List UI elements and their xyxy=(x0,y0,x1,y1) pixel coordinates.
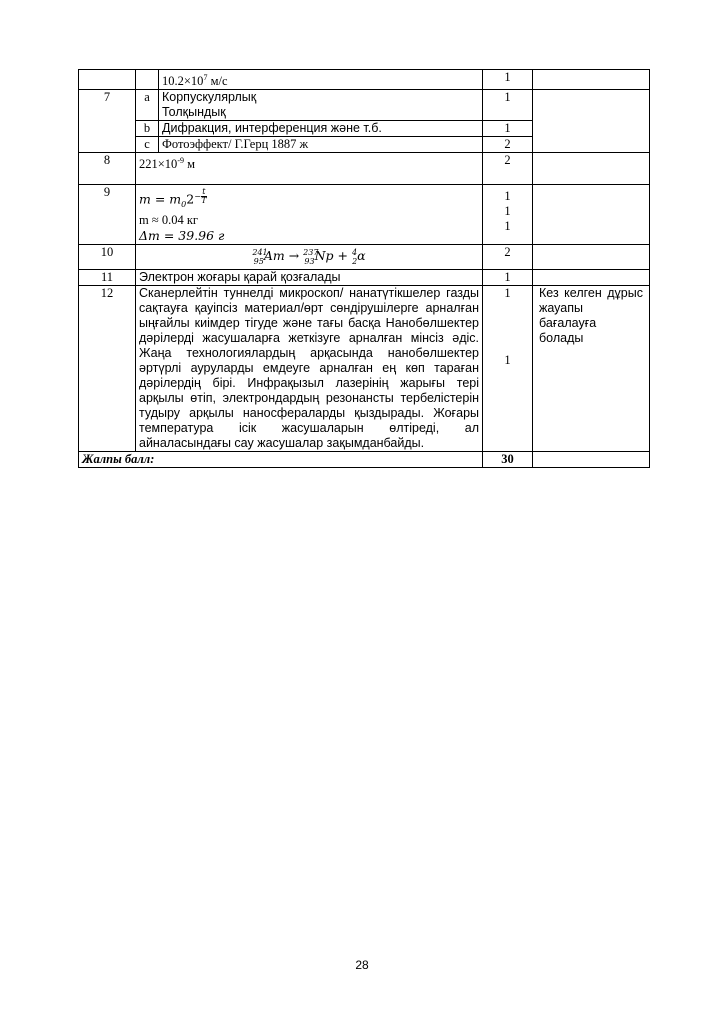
sub-letter: a xyxy=(136,90,159,121)
table-row xyxy=(79,185,650,245)
question-number: 9 xyxy=(79,185,136,245)
decay-formula: $m = m_02^{- \frac{t}{T}}$ xyxy=(139,187,207,210)
score-cell: 1 1 xyxy=(483,285,533,451)
table-row xyxy=(79,153,650,185)
score-cell: 1 xyxy=(483,269,533,285)
score-cell: 1 xyxy=(483,70,533,90)
answer-cell: Дифракция, интерференция және т.б. xyxy=(159,121,483,137)
mass-result: m ≈ 0.04 кг xyxy=(139,213,199,228)
answer-cell: $10.2\times 10^7$ м/с xyxy=(159,70,483,90)
total-row xyxy=(79,451,650,467)
table-row xyxy=(79,285,650,451)
answer-cell: Фотоэффект/ Г.Герц 1887 ж xyxy=(159,137,483,153)
score-cell: 2 xyxy=(483,153,533,185)
score-cell: 1 1 1 xyxy=(483,185,533,245)
total-label: Жалпы балл: xyxy=(79,451,483,467)
score-cell: 2 xyxy=(483,137,533,153)
note-cell: Кез келген дұрыс жауапы бағалауға болады xyxy=(533,285,650,451)
answer-cell: Корпускулярлық Толқындық xyxy=(159,90,483,121)
question-number: 10 xyxy=(79,245,136,270)
question-number: 12 xyxy=(79,285,136,451)
score-cell: 1 xyxy=(483,90,533,121)
answer-cell: Электрон жоғары қарай қозғалады xyxy=(136,269,483,285)
sub-letter: c xyxy=(136,137,159,153)
table-row xyxy=(79,90,650,121)
total-score: 30 xyxy=(483,451,533,467)
question-number: 8 xyxy=(79,153,136,185)
marking-scheme-table xyxy=(78,69,650,468)
mass-difference: Δm = 39.96 г xyxy=(139,228,225,244)
table-row xyxy=(79,269,650,285)
table-row xyxy=(79,70,650,90)
page-number: 28 xyxy=(355,958,369,972)
nuclear-equation: $^{241}_{95}$Am → $^{237}_{93}$Np + $^4_2$α xyxy=(136,245,483,270)
question-number: 7 xyxy=(79,90,136,153)
sub-letter: b xyxy=(136,121,159,137)
answer-cell: Сканерлейтін туннелді микроскоп/ нанатүтікшелер газды сақтауға қауіпсіз материал/өрт сөндірушілерге арналған ыңғайлы киімдер тігуде және тағы басқа Нанобөлшектер дәрілерді жасушаларға жеткізуге арналған мінсіз әдіс. Жаңа технологиялардың арқасында нанобөлшектер әртүрлі ауруларды емдеуге арналған ең көп тараған дәрілердің бірі. Инфрақызыл лазерінің жарығы тері арқылы өтіп, электрондардың резонансты тербелістерін тудыру арқылы наносфераларды қыздырады. Жоғары температура ісік жасушаларын өлтіреді, ал айналасындағы сау жасушалар зақымданбайды. xyxy=(136,285,483,451)
score-cell: 1 xyxy=(483,121,533,137)
answer-cell xyxy=(136,185,483,245)
question-number: 11 xyxy=(79,269,136,285)
score-cell: 2 xyxy=(483,245,533,270)
table-row xyxy=(79,245,650,270)
answer-cell: $221\times 10^{-9}$ м xyxy=(136,153,483,185)
